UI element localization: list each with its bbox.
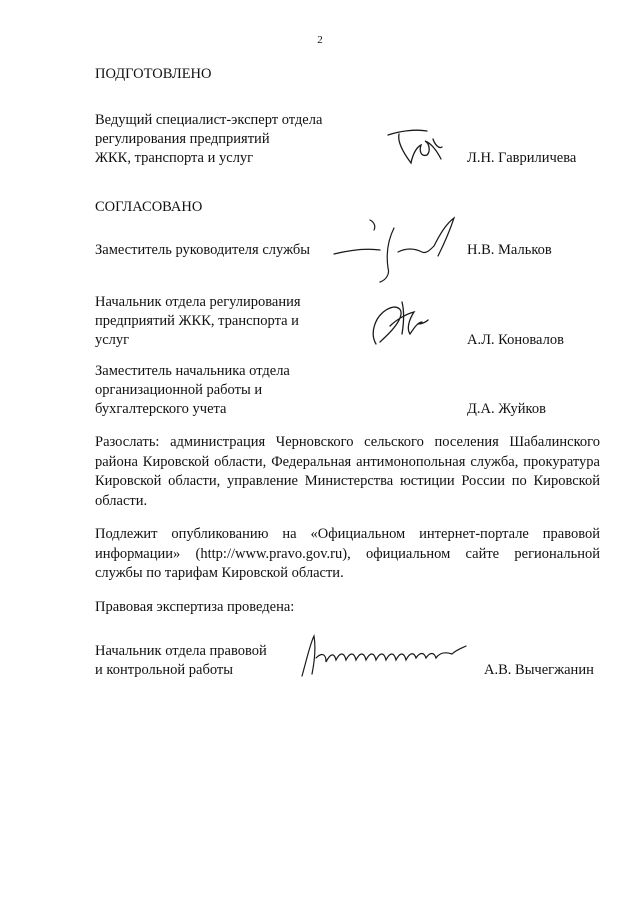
prepared-position-line-1: Ведущий специалист-эксперт отдела: [95, 112, 323, 128]
page-number: 2: [317, 34, 323, 46]
zhuykov-position-line-3: бухгалтерского учета: [95, 401, 227, 417]
signature-malkov: [330, 210, 465, 290]
konovalov-position-line-2: предприятий ЖКК, транспорта и: [95, 313, 299, 329]
konovalov-name: А.Л. Коновалов: [467, 332, 564, 348]
konovalov-position-line-3: услуг: [95, 332, 130, 348]
publication-paragraph: Подлежит опубликованию на «Официальном интернет-портале правовой информации» (http://www.pravo.gov.ru), официальном сайте региональной службы по тарифам Кировской области.: [95, 526, 600, 581]
malkov-position: Заместитель руководителя службы: [95, 242, 311, 258]
signature-vychegzhanin: [296, 628, 471, 683]
malkov-name: Н.В. Мальков: [467, 242, 552, 258]
legal-review-signer-name: А.В. Вычегжанин: [484, 662, 594, 678]
legal-review-position-line-2: и контрольной работы: [95, 662, 233, 678]
zhuykov-name: Д.А. Жуйков: [467, 401, 546, 417]
signature-konovalov: [366, 298, 436, 350]
prepared-signer-name: Л.Н. Гавриличева: [467, 150, 577, 166]
konovalov-position-line-1: Начальник отдела регулирования: [95, 294, 301, 310]
zhuykov-position-line-1: Заместитель начальника отдела: [95, 363, 290, 379]
prepared-position-line-2: регулирования предприятий: [95, 131, 270, 147]
legal-review-statement: Правовая экспертиза проведена:: [95, 599, 295, 615]
prepared-heading: ПОДГОТОВЛЕНО: [95, 66, 212, 82]
prepared-position-line-3: ЖКК, транспорта и услуг: [95, 150, 254, 166]
legal-review-position-line-1: Начальник отдела правовой: [95, 643, 267, 659]
distribution-paragraph: Разослать: администрация Черновского сельского поселения Шабалинского района Кировской области, Федеральная антимонопольная служба, прокуратура Кировской области, управление Министерства юстиции России по Кировской области.: [95, 434, 600, 509]
zhuykov-position-line-2: организационной работы и: [95, 382, 263, 398]
agreed-heading: СОГЛАСОВАНО: [95, 199, 203, 215]
signature-gavrilicheva: [385, 125, 445, 170]
